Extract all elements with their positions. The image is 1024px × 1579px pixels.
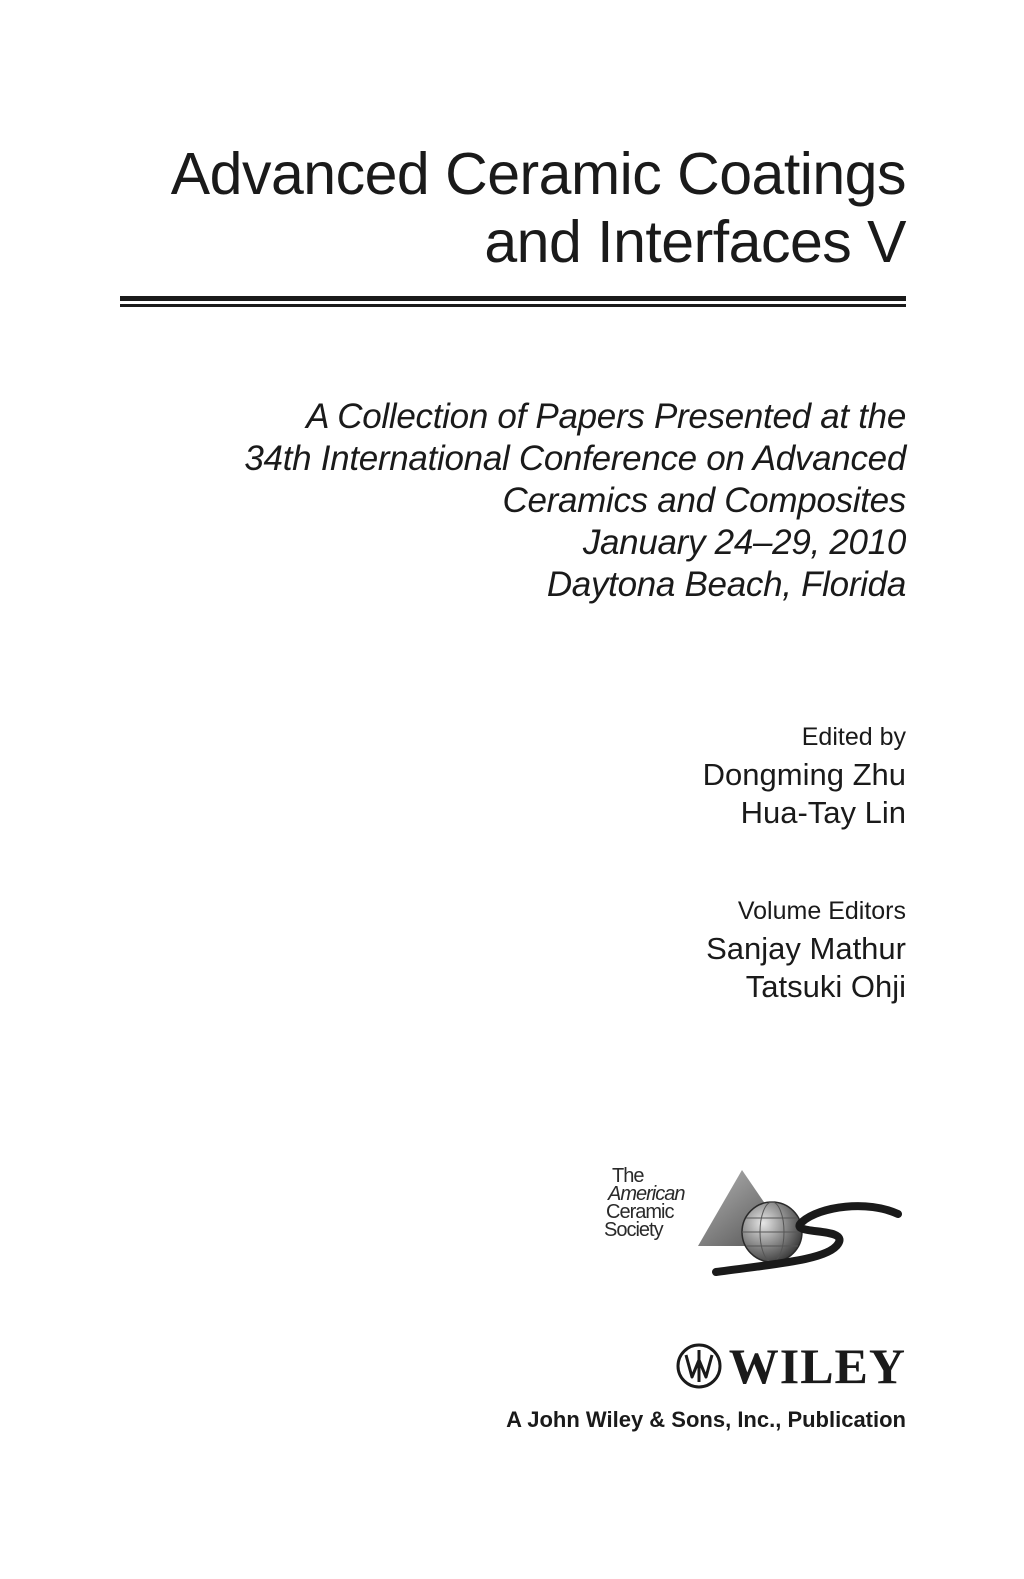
society-logo-text: American (608, 1183, 685, 1205)
american-ceramic-society-logo (598, 1160, 908, 1280)
title-rule-thin (120, 304, 906, 307)
subtitle-line-3: Ceramics and Composites (502, 481, 906, 520)
title-rule-thick (120, 296, 906, 301)
conference-dates: January 24–29, 2010 (582, 523, 906, 562)
book-title-line-1: Advanced Ceramic Coatings (170, 141, 906, 207)
wiley-emblem-icon (675, 1342, 723, 1390)
society-logo-text: Society (604, 1219, 663, 1241)
publisher-line: A John Wiley & Sons, Inc., Publication (506, 1407, 906, 1432)
editor-name: Hua-Tay Lin (740, 795, 906, 830)
edited-by-label: Edited by (801, 723, 906, 751)
editor-name: Dongming Zhu (702, 757, 906, 792)
subtitle-line-2: 34th International Conference on Advanced (244, 439, 906, 478)
book-title-line-2: and Interfaces V (484, 209, 906, 275)
society-logo-text: The (612, 1165, 644, 1187)
conference-location: Daytona Beach, Florida (546, 565, 906, 604)
volume-editor-name: Sanjay Mathur (706, 931, 906, 966)
subtitle-line-1: A Collection of Papers Presented at the (306, 397, 906, 436)
volume-editors-label: Volume Editors (737, 897, 906, 925)
volume-editor-name: Tatsuki Ohji (745, 969, 906, 1004)
wiley-wordmark: WILEY (728, 1338, 906, 1394)
wiley-logo (675, 1336, 906, 1396)
society-logo-text: Ceramic (606, 1201, 674, 1223)
